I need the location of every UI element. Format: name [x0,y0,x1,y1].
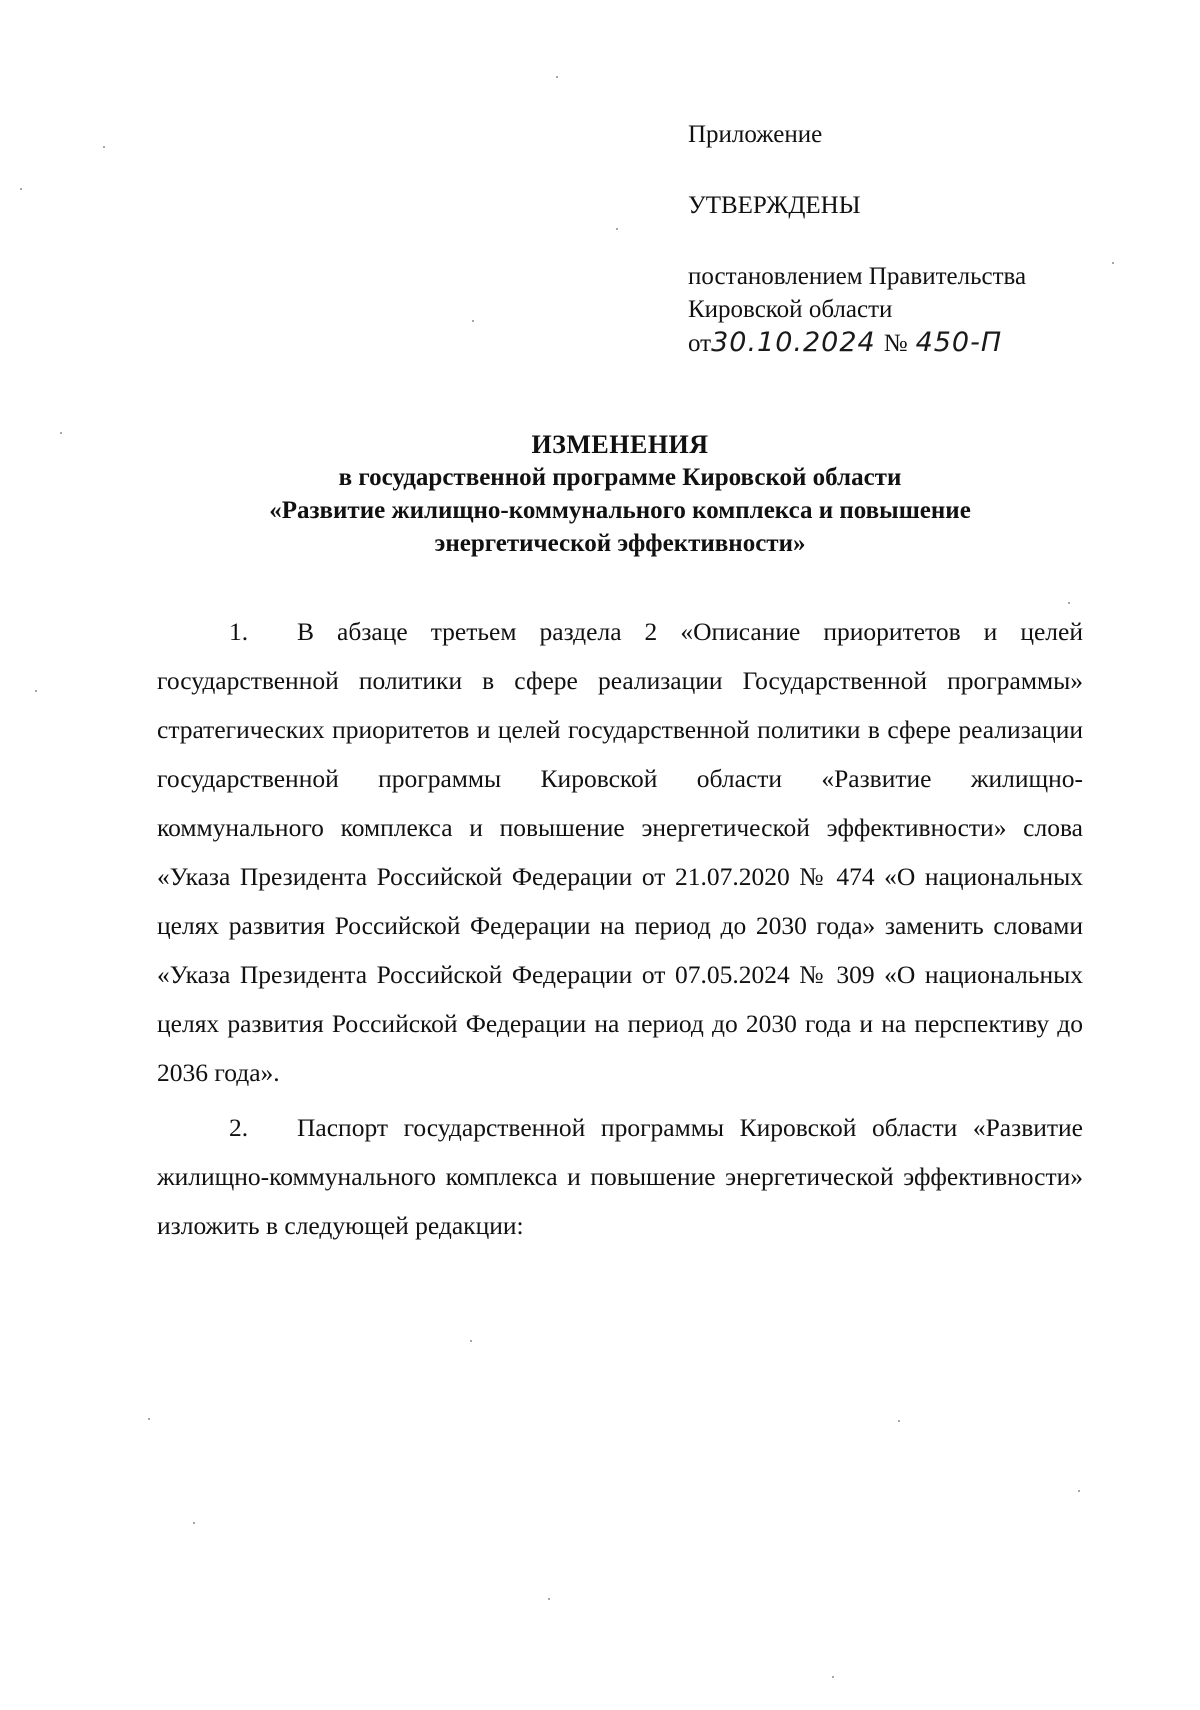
scan-speck [20,188,22,190]
appendix-label: Приложение [688,121,823,148]
scan-speck [193,1522,195,1524]
scan-speck [472,320,474,322]
approval-line-2: Кировской области [688,296,893,323]
handwritten-date: 30.10.2024 [711,327,876,358]
paragraph-item-1 [157,607,1083,1097]
scan-speck [898,1420,900,1422]
scan-speck [556,76,558,78]
approval-block [688,118,1148,360]
paragraph-text: В абзаце третьем раздела 2 «Описание приоритетов и целей государственной политики в сфере реализации Государственной программы» стратегических приоритетов и целей государственной политики в сфере реализации государственной программы Кировской области «Развитие жилищно-коммунального комплекса и повышение энергетической эффективности» слова «Указа Президента Российской Федерации от 21.07.2020 № 474 «О национальных целях развития Российской Федерации на период до 2030 года» заменить словами «Указа Президента Российской Федерации от 07.05.2024 № 309 «О национальных целях развития Российской Федерации на период до 2030 года и на перспективу до 2036 года». [157,617,1083,1087]
title-main: ИЗМЕНЕНИЯ [531,430,709,459]
scan-speck [616,228,618,230]
title-line-2: в государственной программе Кировской области [338,464,902,491]
number-label: № [883,330,908,357]
scan-speck [1078,1490,1080,1492]
approval-line-1: постановлением Правительства [688,263,1027,290]
scan-speck [35,690,37,692]
document-body [157,607,1083,1250]
from-label: от [688,330,712,357]
approval-date-line [688,326,1148,360]
title-line-4: энергетической эффективности» [434,530,806,557]
handwritten-number: 450-П [915,327,1003,358]
paragraph-number: 1. [229,617,249,646]
scan-speck [60,432,62,434]
paragraph-item-2 [157,1103,1083,1250]
scan-speck [548,1598,550,1600]
paragraph-text: Паспорт государственной программы Кировской области «Развитие жилищно-коммунального комплекса и повышение энергетической эффективности» изложить в следующей редакции: [157,1113,1083,1240]
scan-speck [103,146,105,148]
scan-speck [470,1340,472,1342]
scan-speck [832,1676,834,1678]
document-title [100,428,1140,560]
title-line-3: «Развитие жилищно-коммунального комплекса и повышение [269,497,971,524]
scan-speck [1068,602,1070,604]
scan-speck [1112,262,1114,264]
approved-label: УТВЕРЖДЕНЫ [688,192,861,219]
paragraph-number: 2. [229,1113,249,1142]
scan-speck [148,1418,150,1420]
